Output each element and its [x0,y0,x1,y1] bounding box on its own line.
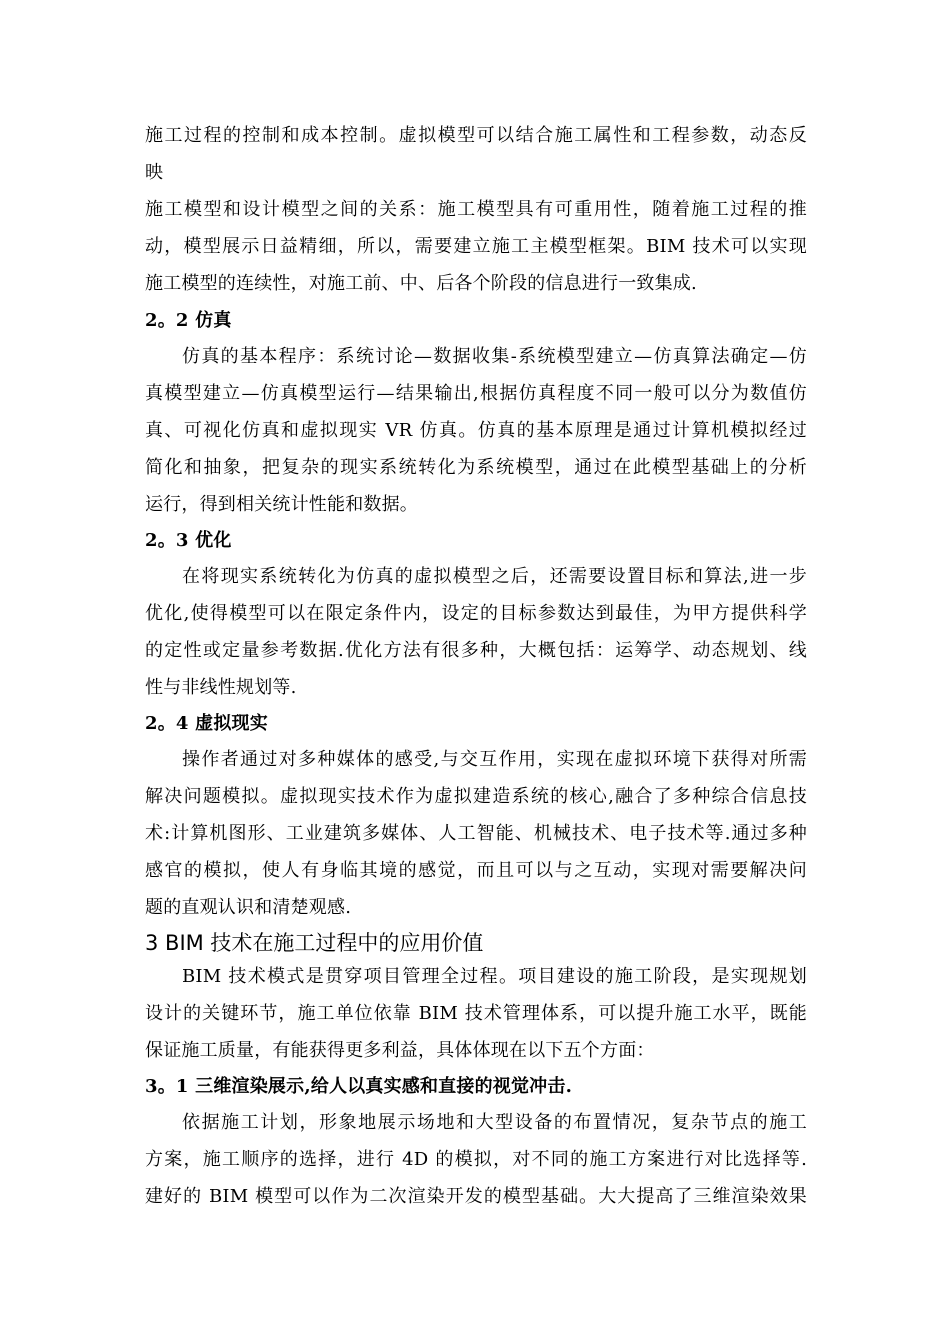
paragraph-line: 优化,使得模型可以在限定条件内，设定的目标参数达到最佳，为甲方提供科学 [145,603,807,624]
paragraph-line: BIM 技术模式是贯穿项目管理全过程。项目建设的施工阶段，是实现规划 [182,966,807,987]
paragraph-line: 简化和抽象，把复杂的现实系统转化为系统模型，通过在此模型基础上的分析 [145,457,807,478]
paragraph-line: 的定性或定量参考数据.优化方法有很多种，大概包括：运筹学、动态规划、线 [145,640,807,661]
paragraph-line: 映 [145,162,164,183]
paragraph-line: 施工过程的控制和成本控制。虚拟模型可以结合施工属性和工程参数，动态反 [145,125,807,146]
section-heading-2-3: 2。3 优化 [145,530,232,551]
paragraph-line: 保证施工质量，有能获得更多利益，具体体现在以下五个方面： [145,1040,655,1061]
paragraph-line: 题的直观认识和清楚观感. [145,897,352,918]
paragraph-line: 方案，施工顺序的选择，进行 4D 的模拟，对不同的施工方案进行对比选择等. [145,1149,807,1170]
paragraph-line: 仿真的基本程序：系统讨论—数据收集-系统模型建立—仿真算法确定—仿 [182,346,807,367]
paragraph-line: 解决问题模拟。虚拟现实技术作为虚拟建造系统的核心,融合了多种综合信息技 [145,786,807,807]
paragraph-line: 真模型建立—仿真模型运行—结果输出,根据仿真程度不同一般可以分为数值仿 [145,383,807,404]
paragraph-line: 施工模型的连续性，对施工前、中、后各个阶段的信息进行一致集成. [145,273,697,294]
paragraph-line: 施工模型和设计模型之间的关系：施工模型具有可重用性，随着施工过程的推 [145,199,807,220]
paragraph-line: 在将现实系统转化为仿真的虚拟模型之后，还需要设置目标和算法,进一步 [182,566,807,587]
section-heading-2-2: 2。2 仿真 [145,310,232,331]
paragraph-line: 依据施工计划，形象地展示场地和大型设备的布置情况，复杂节点的施工 [182,1112,807,1133]
paragraph-line: 操作者通过对多种媒体的感受,与交互作用，实现在虚拟环境下获得对所需 [182,749,807,770]
paragraph-line: 动，模型展示日益精细，所以，需要建立施工主模型框架。BIM 技术可以实现 [145,236,807,257]
paragraph-line: 运行，得到相关统计性能和数据。 [145,494,418,515]
paragraph-line: 感官的模拟，使人有身临其境的感觉，而且可以与之互动，实现对需要解决问 [145,860,807,881]
paragraph-line: 设计的关键环节，施工单位依靠 BIM 技术管理体系，可以提升施工水平，既能 [145,1003,807,1024]
chapter-heading-3: 3 BIM 技术在施工过程中的应用价值 [145,931,484,955]
paragraph-line: 建好的 BIM 模型可以作为二次渲染开发的模型基础。大大提高了三维渲染效果 [145,1186,807,1207]
section-heading-2-4: 2。4 虚拟现实 [145,713,268,734]
paragraph-line: 真、可视化仿真和虚拟现实 VR 仿真。仿真的基本原理是通过计算机模拟经过 [145,420,807,441]
section-heading-3-1: 3。1 三维渲染展示,给人以真实感和直接的视觉冲击. [145,1076,573,1097]
paragraph-line: 性与非线性规划等. [145,677,297,698]
paragraph-line: 术:计算机图形、工业建筑多媒体、人工智能、机械技术、电子技术等.通过多种 [145,823,807,844]
